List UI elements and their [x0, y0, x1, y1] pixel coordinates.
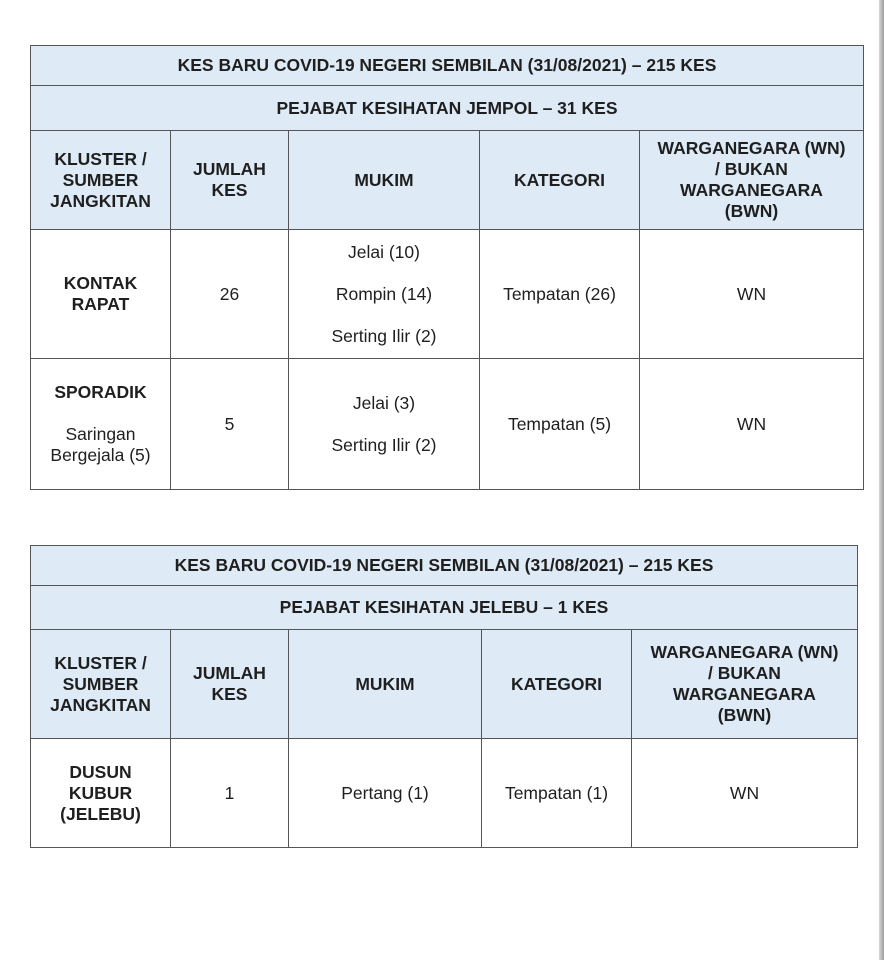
table-title: KES BARU COVID-19 NEGERI SEMBILAN (31/08/2021) – 215 KES — [31, 46, 864, 86]
header-cluster: KLUSTER / SUMBER JANGKITAN — [31, 131, 171, 230]
count-cell: 5 — [171, 359, 289, 490]
page-edge-shadow — [879, 0, 884, 960]
cases-table-jelebu — [30, 545, 858, 848]
header-cluster: KLUSTER / SUMBER JANGKITAN — [31, 630, 171, 739]
warganegara-cell: WN — [640, 230, 864, 359]
header-row — [31, 630, 858, 739]
cluster-cell: DUSUN KUBUR (JELEBU) — [31, 739, 171, 848]
mukim-cell: Jelai (10) Rompin (14) Serting Ilir (2) — [289, 230, 480, 359]
kategori-cell: Tempatan (1) — [482, 739, 632, 848]
warganegara-cell: WN — [640, 359, 864, 490]
mukim-cell: Jelai (3) Serting Ilir (2) — [289, 359, 480, 490]
count-cell: 26 — [171, 230, 289, 359]
cluster-name: SPORADIK — [54, 382, 147, 402]
cases-table-jempol — [30, 45, 864, 490]
table-row — [31, 359, 864, 490]
warganegara-cell: WN — [632, 739, 858, 848]
header-kategori: KATEGORI — [480, 131, 640, 230]
kategori-cell: Tempatan (5) — [480, 359, 640, 490]
cluster-note: Saringan Bergejala (5) — [50, 424, 151, 465]
header-mukim: MUKIM — [289, 630, 482, 739]
mukim-cell: Pertang (1) — [289, 739, 482, 848]
kategori-cell: Tempatan (26) — [480, 230, 640, 359]
header-kategori: KATEGORI — [482, 630, 632, 739]
cluster-cell — [31, 359, 171, 490]
table-title-row — [31, 546, 858, 586]
header-warganegara: WARGANEGARA (WN) / BUKAN WARGANEGARA (BWN) — [640, 131, 864, 230]
table-row — [31, 739, 858, 848]
table-title-row — [31, 46, 864, 86]
table-subtitle-row — [31, 86, 864, 131]
cluster-cell: KONTAK RAPAT — [31, 230, 171, 359]
count-cell: 1 — [171, 739, 289, 848]
table-title: KES BARU COVID-19 NEGERI SEMBILAN (31/08/2021) – 215 KES — [31, 546, 858, 586]
header-warganegara: WARGANEGARA (WN) / BUKAN WARGANEGARA (BWN) — [632, 630, 858, 739]
header-row — [31, 131, 864, 230]
table-subtitle-row — [31, 586, 858, 630]
header-count: JUMLAH KES — [171, 630, 289, 739]
table-row — [31, 230, 864, 359]
table-subtitle: PEJABAT KESIHATAN JEMPOL – 31 KES — [31, 86, 864, 131]
header-count: JUMLAH KES — [171, 131, 289, 230]
table-subtitle: PEJABAT KESIHATAN JELEBU – 1 KES — [31, 586, 858, 630]
header-mukim: MUKIM — [289, 131, 480, 230]
